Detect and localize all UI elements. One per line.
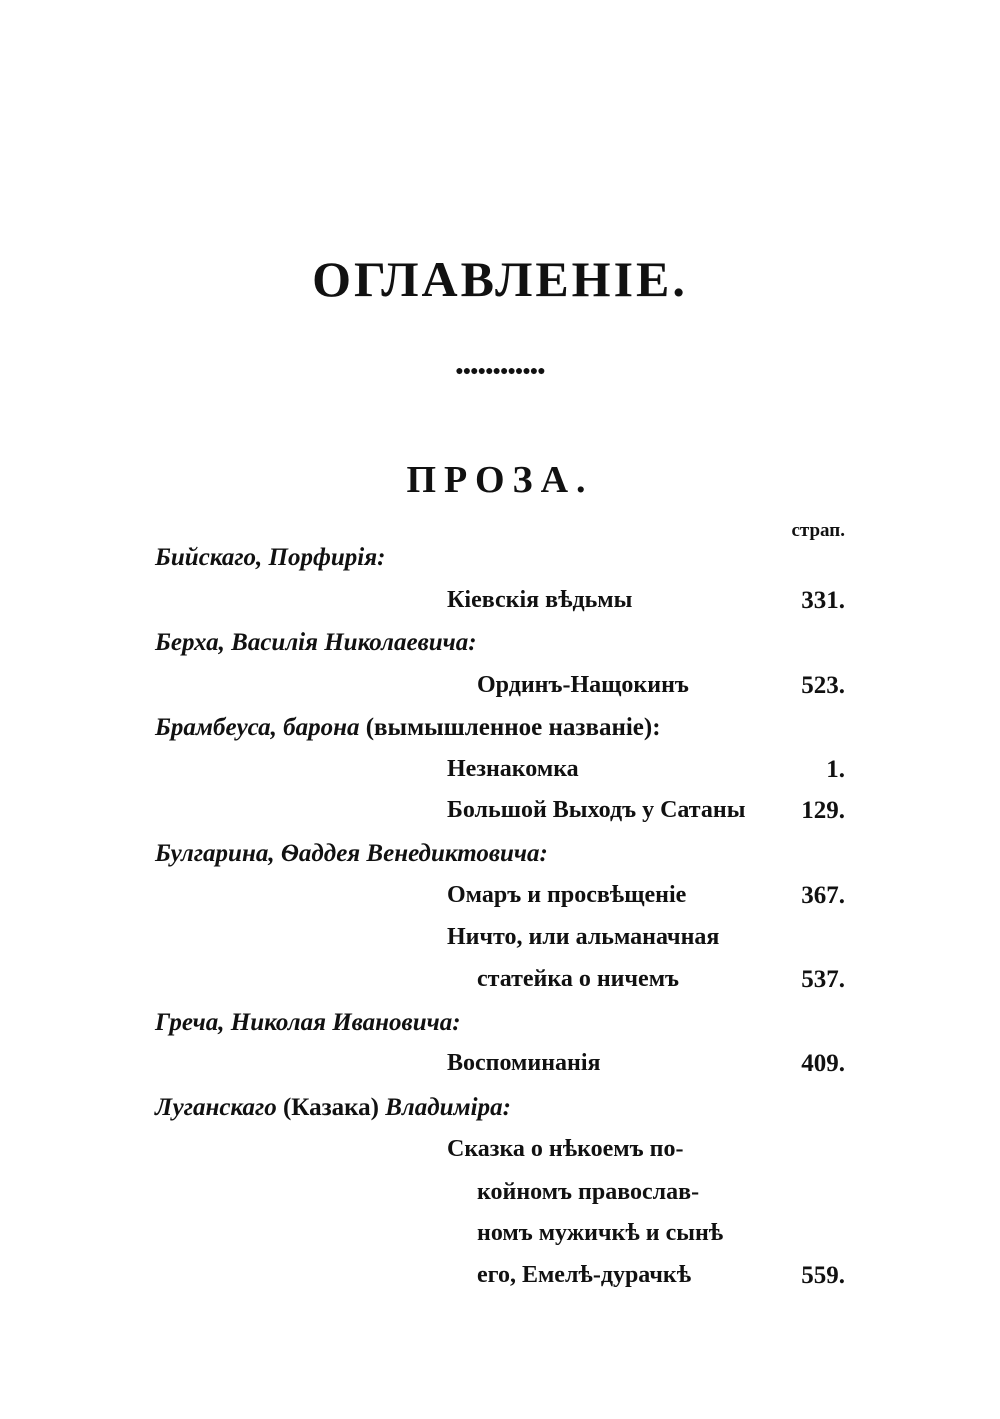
work-title: Большой Выходъ у Сатаны xyxy=(447,797,746,823)
author-note: (Казака) xyxy=(282,1094,379,1121)
page-number: 1. xyxy=(826,756,845,783)
work-title-line: его, Емелѣ-дурачкѣ xyxy=(477,1262,692,1288)
work-title-line: статейка о ничемъ xyxy=(477,966,680,992)
work-title-line: номъ мужичкѣ и сынѣ xyxy=(477,1220,724,1246)
author-name: Брамбеуса, барона xyxy=(155,714,360,741)
page-column-label: страп. xyxy=(791,520,845,541)
work-title: Кіевскія вѣдьмы xyxy=(447,587,633,613)
page-number: 523. xyxy=(801,672,845,699)
author-entry: Булгарина, Ѳаддея Венедиктовича: xyxy=(155,840,548,867)
author-given-name: Владиміра: xyxy=(385,1094,511,1121)
page-number: 559. xyxy=(801,1262,845,1289)
page-number: 129. xyxy=(801,797,845,824)
page-number: 331. xyxy=(801,587,845,614)
author-note: (вымышленное названіе): xyxy=(365,714,661,741)
work-title: Омаръ и просвѣщеніе xyxy=(447,882,687,908)
author-entry: Бийскаго, Порфирія: xyxy=(155,544,386,571)
page-number: 409. xyxy=(801,1050,845,1077)
page-number: 367. xyxy=(801,882,845,909)
work-title: Незнакомка xyxy=(447,756,579,782)
section-heading: ПРОЗА. xyxy=(406,459,594,501)
author-entry xyxy=(155,714,661,742)
work-title-line: Ничто, или альманачная xyxy=(447,924,720,950)
author-entry xyxy=(155,1094,511,1122)
author-entry: Греча, Николая Ивановича: xyxy=(155,1009,461,1036)
work-title-line: койномъ православ- xyxy=(477,1179,700,1205)
work-title: Воспоминанія xyxy=(447,1050,601,1076)
author-entry: Берха, Василія Николаевича: xyxy=(155,629,477,656)
page-number: 537. xyxy=(801,966,845,993)
work-title: Ординъ-Нащокинъ xyxy=(477,672,689,698)
ornament-divider: ●●●●●●●●●●●● xyxy=(455,364,545,379)
work-title-line: Сказка о нѣкоемъ по- xyxy=(447,1136,684,1162)
author-name: Луганскаго xyxy=(155,1094,277,1121)
page-title: ОГЛАВЛЕНІЕ. xyxy=(312,251,688,307)
